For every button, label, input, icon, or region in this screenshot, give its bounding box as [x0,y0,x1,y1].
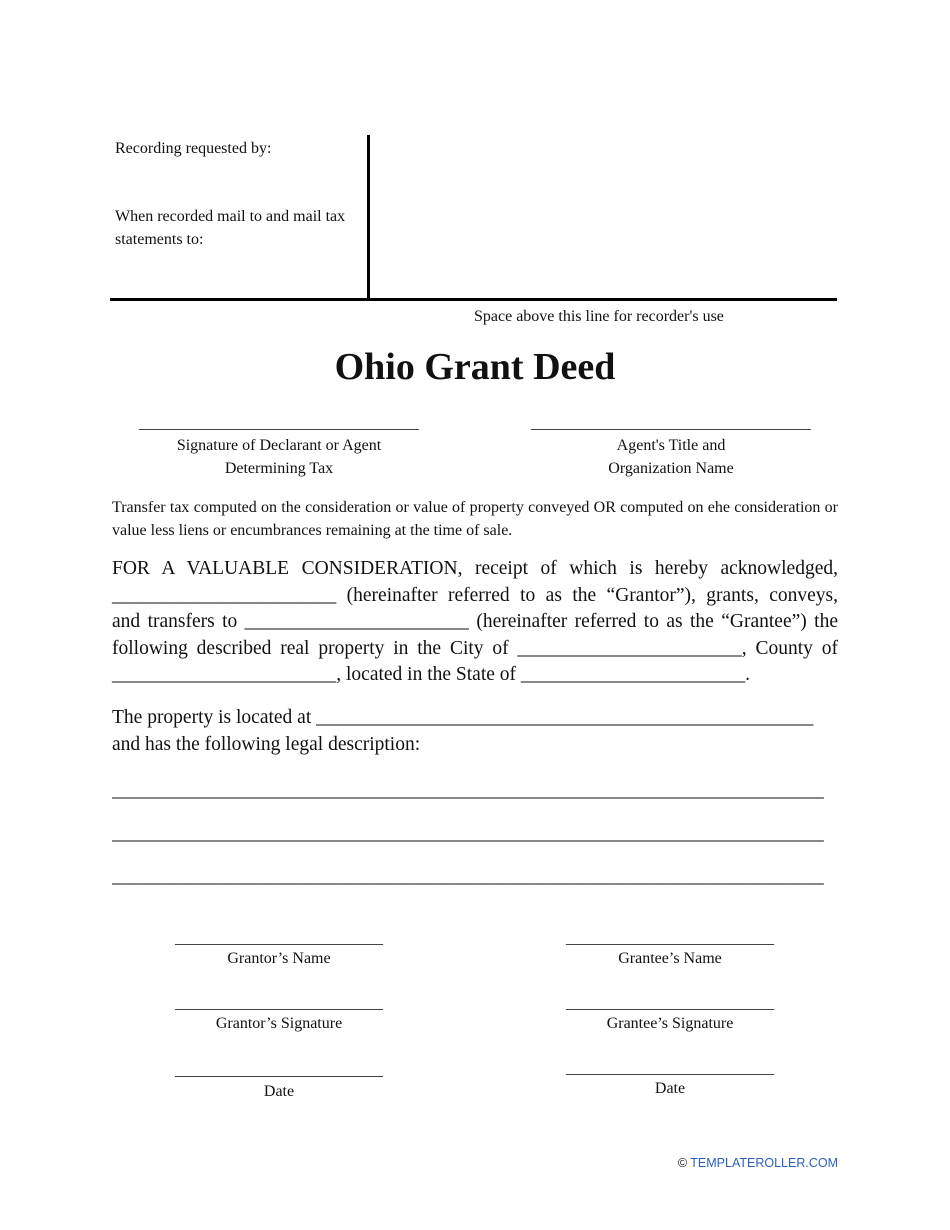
consideration-line-2: _______________________ (hereinafter referred to as the “Grantor”), grants, conveys, [112,584,838,606]
legal-description-blank-3: _________________________________________________________________________ [112,866,824,887]
recorder-horizontal-divider [110,298,837,301]
legal-description-label: and has the following legal description: [112,734,421,755]
transfer-tax-paragraph: Transfer tax computed on the consideration or value of property conveyed OR computed on ehe consideration or value less liens or encumbrances remaining at the time of sale. [112,499,838,539]
consideration-line-5: _______________________, located in the State of _______________________. [112,664,751,685]
grantor-name-line: __________________________ [175,930,383,947]
grantor-name-label: Grantor’s Name [227,950,331,967]
agent-label-1: Agent's Title and [616,437,726,454]
consideration-line-3: and transfers to _______________________ (hereinafter referred to as the “Grantee”) the [112,611,838,632]
grantor-date-label: Date [263,1083,295,1100]
grantee-date-label: Date [654,1080,686,1097]
declarant-label-2: Determining Tax [224,460,334,477]
recording-requested-label: Recording requested by: [115,140,272,157]
consideration-line-4: following described real property in the City of _______________________, County of [112,637,838,659]
declarant-signature-line: ___________________________________ [139,415,419,432]
grantor-signature-line: __________________________ [175,995,383,1012]
legal-description-blank-2: _________________________________________________________________________ [112,823,824,844]
recorder-vertical-divider [367,135,370,301]
copyright-symbol: © [677,1156,688,1170]
grantor-signature-label: Grantor’s Signature [215,1015,343,1032]
grantee-name-label: Grantee’s Name [618,950,722,967]
consideration-paragraph [112,556,838,689]
grantee-signature-line: __________________________ [566,995,774,1012]
mail-to-label: When recorded mail to and mail tax statements to: [115,208,346,248]
consideration-line-1: FOR A VALUABLE CONSIDERATION, receipt of which is hereby acknowledged, [112,558,838,579]
legal-description-blank-1: _________________________________________________________________________ [112,780,824,801]
agent-label-2: Organization Name [608,460,734,477]
grantor-date-line: __________________________ [175,1062,383,1079]
grantee-date-line: __________________________ [566,1060,774,1077]
recorder-use-note: Space above this line for recorder's use [474,308,724,325]
templateroller-link[interactable]: TEMPLATEROLLER.COM [690,1156,838,1170]
property-location-line: The property is located at ___________________________________________________ [112,707,814,728]
declarant-label-1: Signature of Declarant or Agent [176,437,382,454]
page-title: Ohio Grant Deed [334,346,616,388]
grantee-signature-label: Grantee’s Signature [606,1015,734,1032]
agent-title-line: ___________________________________ [531,415,811,432]
grantee-name-line: __________________________ [566,930,774,947]
footer-credit [600,1156,838,1170]
